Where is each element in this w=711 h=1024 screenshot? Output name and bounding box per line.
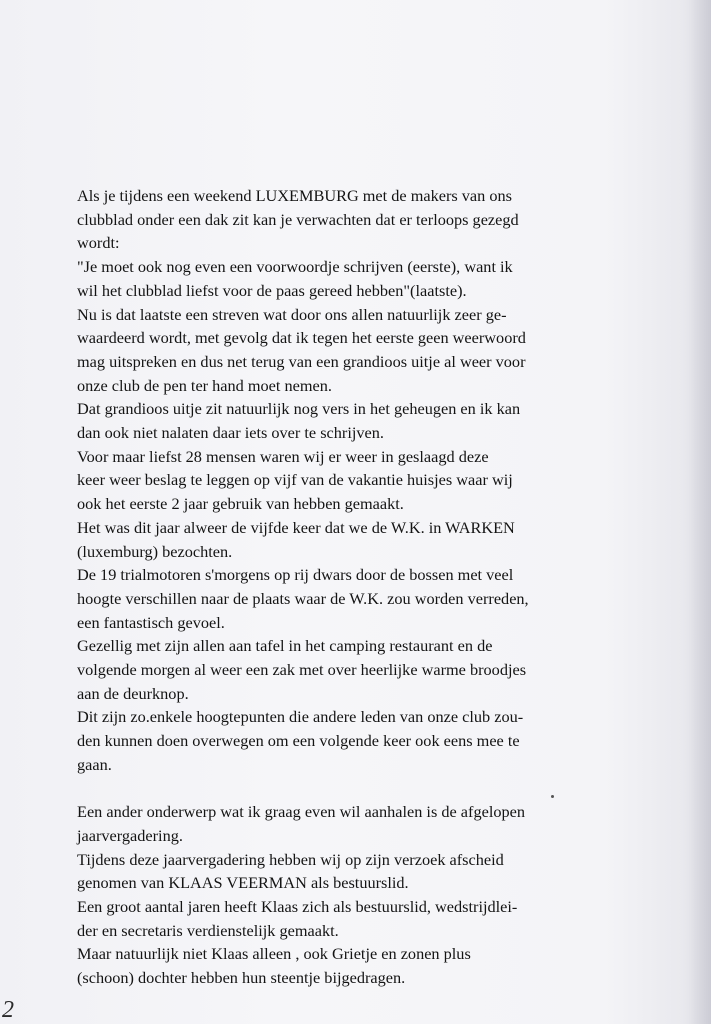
text-line: onze club de pen ter hand moet nemen. xyxy=(77,375,332,395)
text-line: Voor maar liefst 28 mensen waren wij er weer in geslaagd deze xyxy=(77,446,489,466)
text-line: jaarvergadering. xyxy=(77,825,183,845)
text-line: Dit zijn zo.enkele hoogtepunten die andere leden van onze club zou- xyxy=(77,707,524,727)
paragraph-jaarvergadering xyxy=(77,800,697,990)
text-line: gaan. xyxy=(77,754,112,774)
text-line: ook het eerste 2 jaar gebruik van hebben gemaakt. xyxy=(77,494,404,514)
text-line: waardeerd wordt, met gevolg dat ik tegen het eerste geen weerwoord xyxy=(77,328,526,348)
paragraph-weekend xyxy=(77,184,697,777)
text-line: Tijdens deze jaarvergadering hebben wij op zijn verzoek afscheid xyxy=(77,849,504,869)
page-number: 2 xyxy=(2,997,14,1023)
text-line: clubblad onder een dak zit kan je verwachten dat er terloops gezegd xyxy=(77,209,519,229)
text-line: (luxemburg) bezochten. xyxy=(77,541,233,561)
text-line: der en secretaris verdienstelijk gemaakt. xyxy=(77,920,339,940)
text-line: wil het clubblad liefst voor de paas gereed hebben"(laatste). xyxy=(77,280,467,300)
text-line: Maar natuurlijk niet Klaas alleen , ook Grietje en zonen plus xyxy=(77,944,471,964)
text-line: Als je tijdens een weekend LUXEMBURG met de makers van ons xyxy=(77,186,512,205)
text-line: aan de deurknop. xyxy=(77,683,189,703)
text-line: Nu is dat laatste een streven wat door ons allen natuurlijk zeer ge- xyxy=(77,304,507,324)
text-line: een fantastisch gevoel. xyxy=(77,612,225,632)
text-line: "Je moet ook nog even een voorwoordje schrijven (eerste), want ik xyxy=(77,257,513,277)
text-line: hoogte verschillen naar de plaats waar de W.K. zou worden verreden, xyxy=(77,588,529,608)
text-line: wordt: xyxy=(77,233,120,253)
text-line: den kunnen doen overwegen om een volgende keer ook eens mee te xyxy=(77,731,520,751)
paragraph-gap xyxy=(77,777,697,801)
text-line: genomen van KLAAS VEERMAN als bestuurslid. xyxy=(77,873,409,893)
text-line: mag uitspreken en dus net terug van een grandioos uitje al weer voor xyxy=(77,351,526,371)
text-line: Dat grandioos uitje zit natuurlijk nog vers in het geheugen en ik kan xyxy=(77,399,521,419)
text-line: dan ook niet nalaten daar iets over te schrijven. xyxy=(77,423,384,443)
letter-body xyxy=(77,184,697,990)
text-line: Gezellig met zijn allen aan tafel in het camping restaurant en de xyxy=(77,636,493,656)
text-line: Het was dit jaar alweer de vijfde keer dat we de W.K. in WARKEN xyxy=(77,517,515,537)
text-line: volgende morgen al weer een zak met over heerlijke warme broodjes xyxy=(77,660,527,680)
text-line: keer weer beslag te leggen op vijf van de vakantie huisjes waar wij xyxy=(77,470,513,490)
text-line: (schoon) dochter hebben hun steentje bijgedragen. xyxy=(77,968,406,988)
text-line: De 19 trialmotoren s'morgens op rij dwars door de bossen met veel xyxy=(77,565,514,585)
text-line: Een groot aantal jaren heeft Klaas zich als bestuurslid, wedstrijdlei- xyxy=(77,897,518,917)
text-line: Een ander onderwerp wat ik graag even wil aanhalen is de afgelopen xyxy=(77,802,525,822)
